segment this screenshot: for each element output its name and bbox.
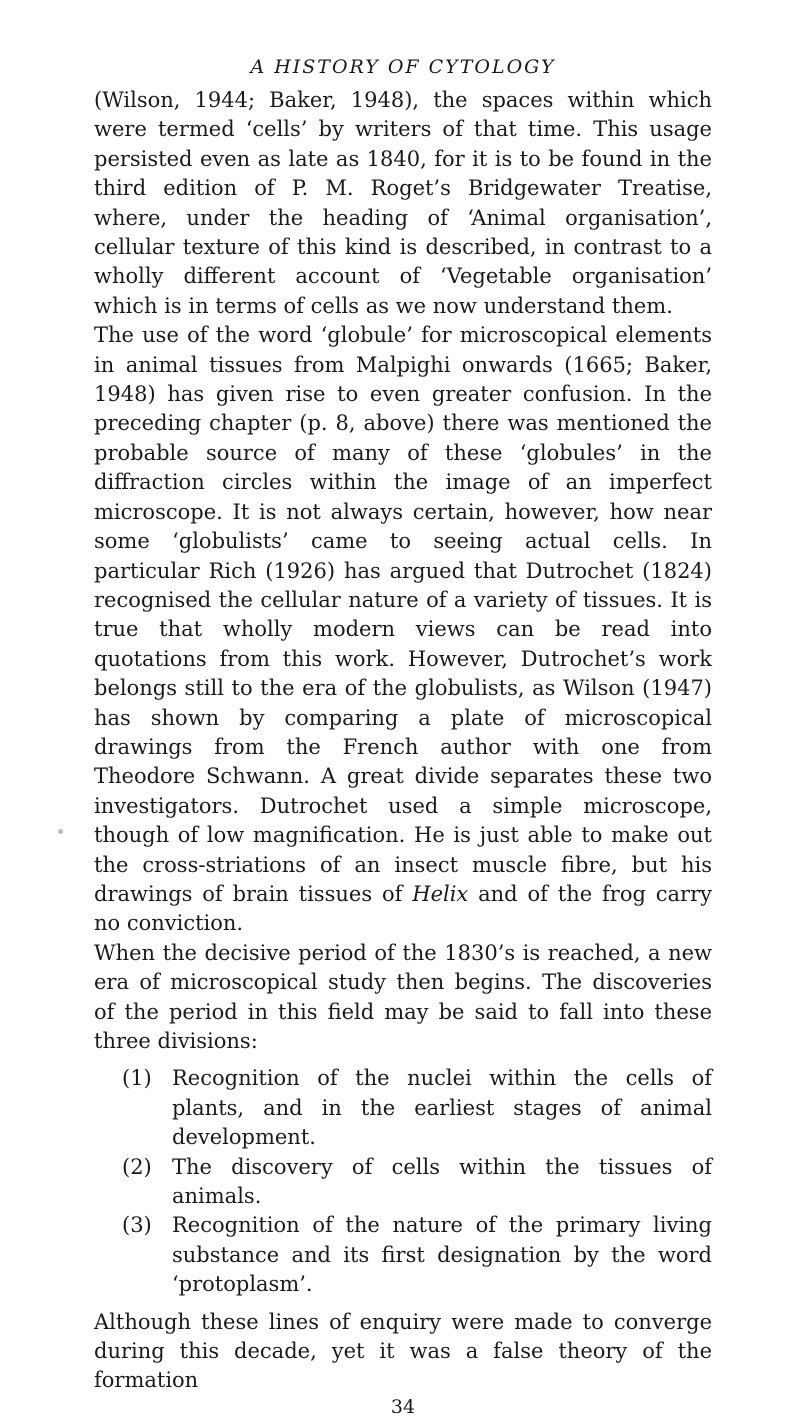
list-item-number: (3) — [122, 1213, 152, 1238]
species-name-helix: Helix — [412, 881, 469, 906]
list-item — [94, 1064, 712, 1152]
paragraph-2-text: The use of the word ‘globule’ for microscopical elements in animal tissues from Malpighi onwards (1665; Baker, 1948) has given rise to even greater confusion. In the preceding chapter (p. 8, above) there was mentioned the probable source of many of these ‘globules’ in the diffraction circles within the image of an imperfect microscope. It is not always certain, however, how near some ‘globulists’ came to seeing actual cells. In particular Rich (1926) has argued that Dutrochet (1824) recognised the cellular nature of a variety of tissues. It is true that wholly modern views can be read into quotations from this work. However, Dutrochet’s work belongs still to the era of the globulists, as Wilson (1947) has shown by comparing a plate of microscopical drawings from the French author with one from Theodore Schwann. A great divide separates these two investigators. Dutrochet used a simple microscope, though of low magnification. He is just able to make out the cross-striations of an insect muscle fibre, but his drawings of brain tissues of — [94, 323, 712, 906]
book-page — [94, 56, 712, 1418]
running-head: A HISTORY OF CYTOLOGY — [250, 56, 556, 78]
list-item-number: (1) — [122, 1066, 152, 1091]
paragraph-3: When the decisive period of the 1830’s is reached, a new era of microscopical study then begins. The discoveries of the period in this field may be said to fall into these three divisions: — [94, 940, 712, 1053]
list-item-number: (2) — [122, 1154, 152, 1179]
divisions-list — [94, 1064, 712, 1299]
margin-mark — [58, 829, 63, 834]
list-item-text: Recognition of the nuclei within the cells of plants, and in the earliest stages of animal development. — [172, 1066, 712, 1150]
paragraph-1: (Wilson, 1944; Baker, 1948), the spaces within which were termed ‘cells’ by writers of that time. This usage persisted even as late as 1840, for it is to be found in the third edition of P. M. Roget’s Bridgewater Treatise, where, under the heading of ‘Animal organisation’, cellular texture of this kind is described, in contrast to a wholly different account of ‘Vegetable organisation’ which is in terms of cells as we now understand them. — [94, 88, 712, 318]
list-item-text: Recognition of the nature of the primary living substance and its first designation by the word ‘protoplasm’. — [172, 1213, 712, 1297]
page-number: 34 — [390, 1395, 416, 1418]
paragraph-2 — [94, 321, 712, 939]
list-item-text: The discovery of cells within the tissues of animals. — [172, 1154, 712, 1209]
paragraph-4: Although these lines of enquiry were made to converge during this decade, yet it was a false theory of the formation — [94, 1309, 712, 1393]
paragraph-2-end: and of the frog carry no conviction. — [94, 881, 712, 936]
list-item — [94, 1153, 712, 1212]
list-item — [94, 1211, 712, 1299]
